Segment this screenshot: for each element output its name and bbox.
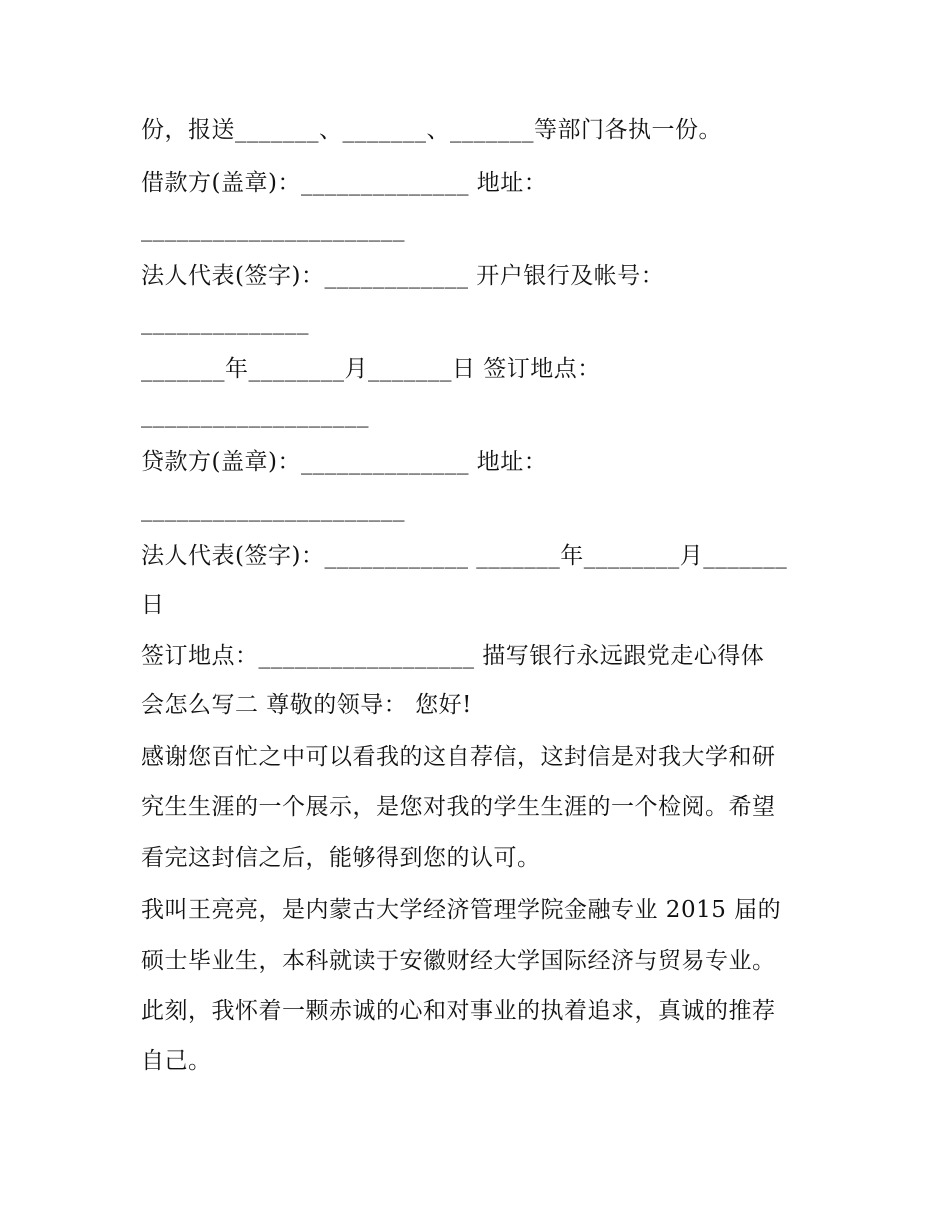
- text-line-paragraph-2d: 自己。: [141, 1048, 212, 1074]
- text-line-lender-signing-place: 签订地点：__________________ 描写银行永远跟党走心得体: [141, 643, 765, 669]
- text-line-lender-address-blank: ______________________: [141, 496, 405, 522]
- text-line-bank-account-blank: ______________: [141, 309, 309, 335]
- text-line-paragraph-1c: 看完这封信之后，能够得到您的认可。: [141, 845, 541, 871]
- text-line-paragraph-2a: 我叫王亮亮，是内蒙古大学经济管理学院金融专业 2015 届的: [141, 897, 782, 923]
- text-line-borrower-date-place: _______年________月_______日 签订地点：: [141, 356, 601, 382]
- text-line-borrower-legal-rep: 法人代表(签字)：____________ 开户银行及帐号：: [141, 263, 665, 289]
- text-line-day: 日: [141, 592, 165, 618]
- text-line-borrower-seal: 借款方(盖章)：______________ 地址：: [141, 170, 548, 196]
- text-line-distribution: 份，报送_______、_______、_______等部门各执一份。: [141, 117, 722, 143]
- text-line-borrower-address-blank: ______________________: [141, 216, 405, 242]
- text-line-paragraph-1b: 究生生涯的一个展示，是您对我的学生生涯的一个检阅。希望: [141, 794, 776, 820]
- text-line-paragraph-2b: 硕士毕业生，本科就读于安徽财经大学国际经济与贸易专业。: [141, 948, 776, 974]
- text-line-paragraph-2c: 此刻，我怀着一颗赤诚的心和对事业的执着追求，真诚的推荐: [141, 998, 776, 1024]
- text-line-letter-greeting: 会怎么写二 尊敬的领导： 您好!: [141, 692, 472, 718]
- text-line-paragraph-1a: 感谢您百忙之中可以看我的这自荐信，这封信是对我大学和研: [141, 744, 776, 770]
- text-line-lender-seal: 贷款方(盖章)：______________ 地址：: [141, 449, 548, 475]
- text-line-signing-place-blank: ___________________: [141, 402, 369, 428]
- text-line-lender-legal-rep-date: 法人代表(签字)：____________ _______年________月_______: [141, 543, 788, 569]
